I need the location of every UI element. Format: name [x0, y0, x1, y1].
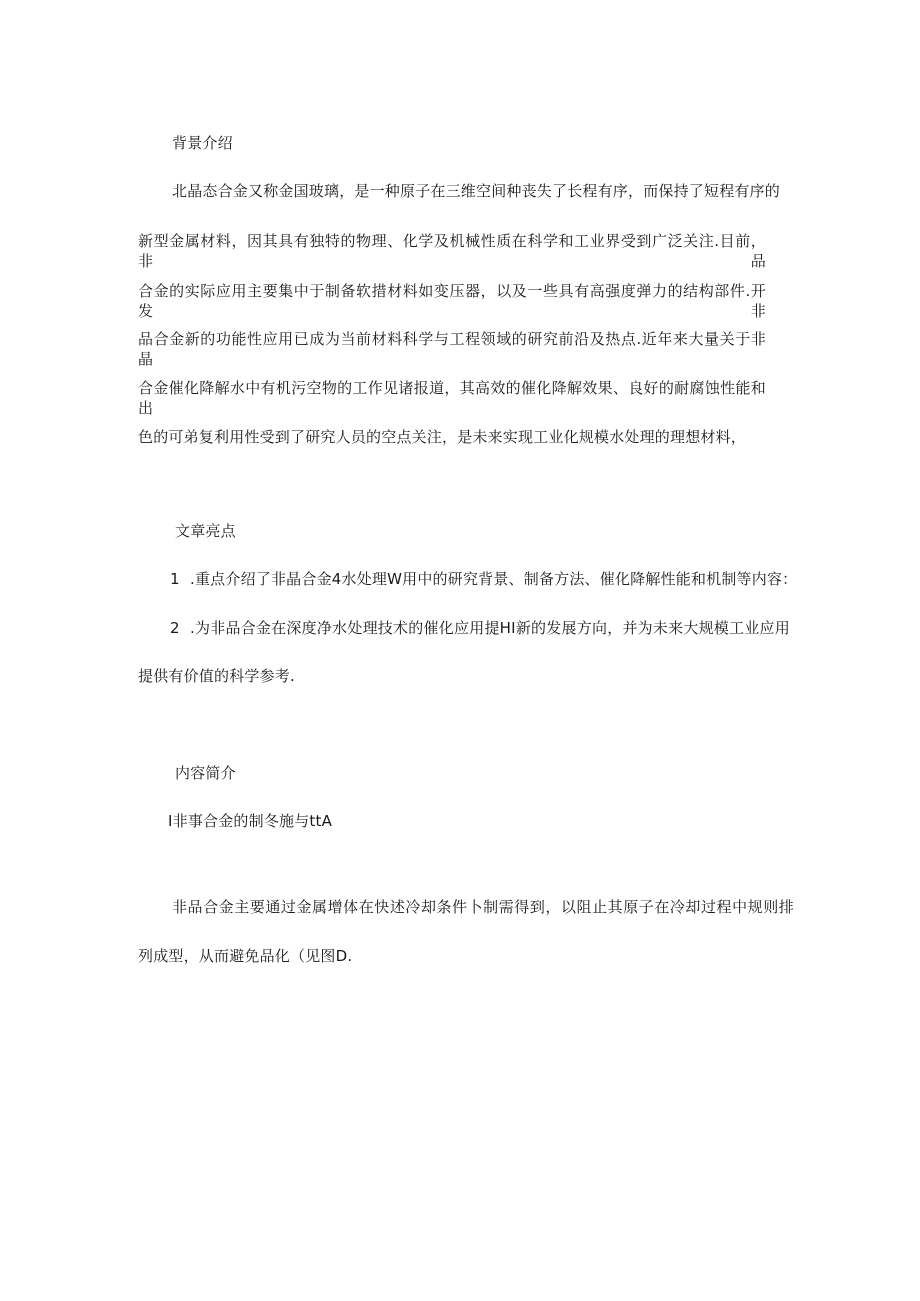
paragraph-line: 新型金属材料，因其具有独特的物理、化学及机械性质在科学和工业界受到广泛关注.目前，非品	[138, 232, 766, 270]
paragraph-line: 合金催化降解水中有机污空物的工作见诸报道，其高效的催化降解效果、良好的耐腐蚀性能和出	[138, 379, 766, 417]
paragraph-line: 合金的实际应用主要集中于制备软措材料如变压器，以及一些具有高强度弹力的结构部件.开发非	[138, 282, 766, 320]
paragraph-line: 非品合金主要通过金属增体在快述冷却条件卜制需得到，以阻止其原子在冷却过程中规则排	[172, 898, 794, 916]
subsection-heading: I非事合金的制冬施与ttA	[168, 812, 333, 830]
list-item-text: .重点介绍了非晶合金4水处理W用中的研究背景、制备方法、催化降解性能和机制等内容：	[190, 570, 798, 588]
paragraph-line: 列成型，从而避免品化（见图D.	[138, 947, 353, 965]
paragraph-line: 北晶态合金又称金国玻璃，是一种原子在三维空间种丧失了长程有序，而保持了短程有序的	[172, 182, 781, 200]
paragraph-line: 色的可弟复利用性受到了研究人员的空点关注，是未来实现工业化规模水处理的理想材料，	[138, 428, 747, 446]
section-heading-summary: 内容简介	[175, 764, 236, 782]
list-item-number: 1	[170, 570, 180, 588]
paragraph-line: 品合金新的功能性应用已成为当前材料科学与工程领域的研究前沿及热点.近年来大量关于非晶	[138, 330, 766, 368]
list-item-number: 2	[170, 619, 180, 637]
list-item-text: 提供有价值的科学参考.	[138, 667, 295, 685]
list-item-text: .为非品合金在深度净水处理技术的催化应用提HI新的发展方向，并为未来大规模工业应用	[190, 619, 790, 637]
section-heading-highlights: 文章亮点	[175, 522, 236, 540]
section-heading-background: 背景介绍	[172, 134, 233, 152]
